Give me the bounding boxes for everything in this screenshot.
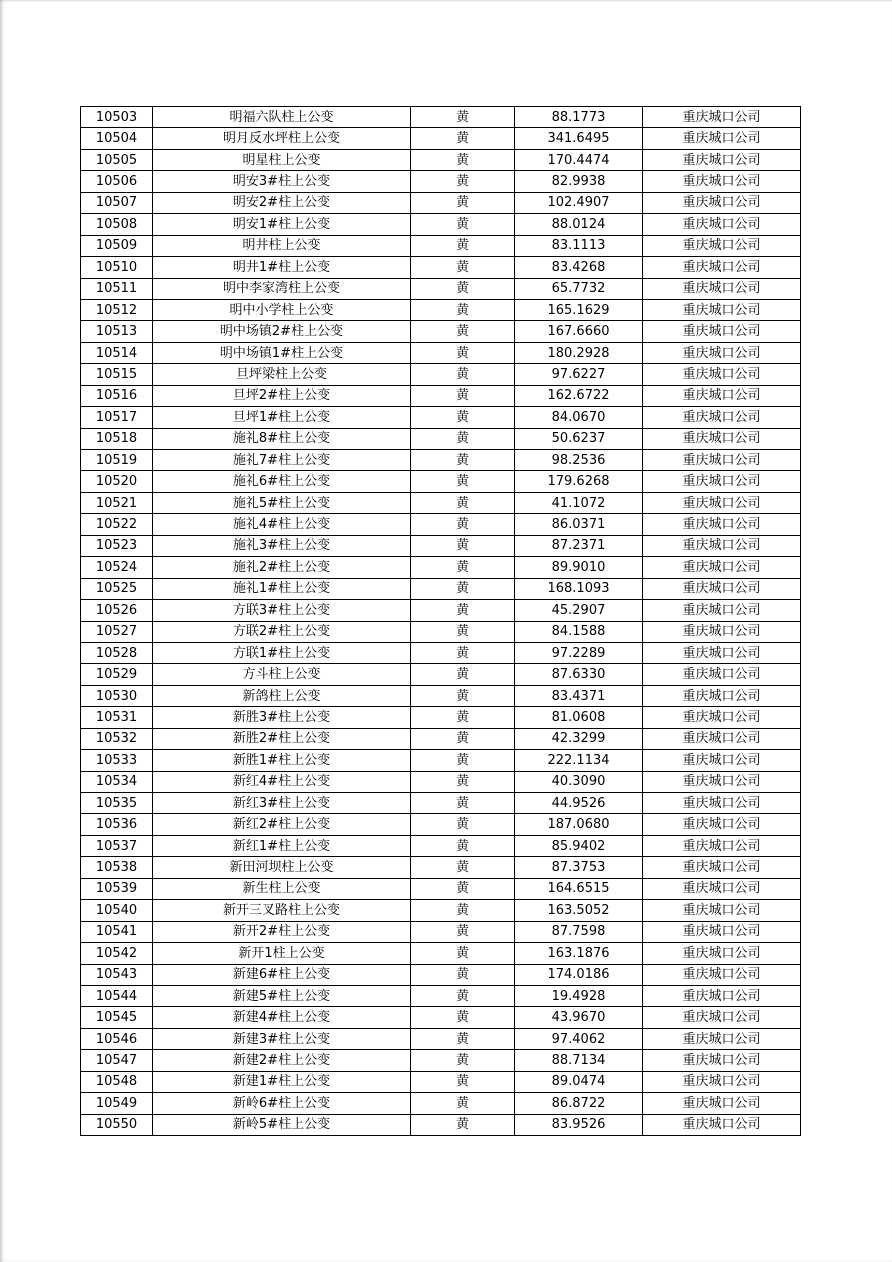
table-cell-company: 重庆城口公司 [643, 342, 801, 363]
table-cell-color: 黄 [411, 1071, 515, 1092]
table-cell-value: 43.9670 [515, 1007, 643, 1028]
table-row [81, 128, 801, 149]
table-cell-color: 黄 [411, 771, 515, 792]
table-cell-id: 10550 [81, 1114, 153, 1135]
table-cell-value: 86.8722 [515, 1093, 643, 1114]
table-cell-id: 10514 [81, 342, 153, 363]
table-cell-company: 重庆城口公司 [643, 128, 801, 149]
table-cell-name: 施礼2#柱上公变 [153, 557, 411, 578]
table-cell-color: 黄 [411, 278, 515, 299]
table-cell-name: 施礼6#柱上公变 [153, 471, 411, 492]
table-row [81, 257, 801, 278]
table-cell-company: 重庆城口公司 [643, 621, 801, 642]
table-cell-value: 89.0474 [515, 1071, 643, 1092]
table-cell-id: 10541 [81, 921, 153, 942]
table-cell-id: 10548 [81, 1071, 153, 1092]
table-row [81, 428, 801, 449]
table-cell-value: 44.9526 [515, 793, 643, 814]
table-cell-value: 89.9010 [515, 557, 643, 578]
table-cell-name: 新岭5#柱上公变 [153, 1114, 411, 1135]
table-cell-company: 重庆城口公司 [643, 278, 801, 299]
table-cell-id: 10529 [81, 664, 153, 685]
table-row [81, 364, 801, 385]
table-cell-value: 174.0186 [515, 964, 643, 985]
table-cell-value: 45.2907 [515, 600, 643, 621]
table-cell-color: 黄 [411, 321, 515, 342]
table-cell-color: 黄 [411, 471, 515, 492]
table-cell-company: 重庆城口公司 [643, 814, 801, 835]
table-cell-color: 黄 [411, 985, 515, 1006]
table-row [81, 814, 801, 835]
table-cell-value: 167.6660 [515, 321, 643, 342]
table-cell-name: 新建5#柱上公变 [153, 985, 411, 1006]
table-cell-name: 新胜1#柱上公变 [153, 750, 411, 771]
table-row [81, 192, 801, 213]
data-table [80, 106, 801, 1136]
table-cell-name: 新生柱上公变 [153, 878, 411, 899]
table-cell-value: 83.4268 [515, 257, 643, 278]
table-row [81, 1114, 801, 1135]
table-cell-value: 83.1113 [515, 235, 643, 256]
table-cell-value: 19.4928 [515, 985, 643, 1006]
table-cell-color: 黄 [411, 1093, 515, 1114]
table-cell-company: 重庆城口公司 [643, 364, 801, 385]
table-cell-name: 施礼1#柱上公变 [153, 578, 411, 599]
table-cell-name: 新建4#柱上公变 [153, 1007, 411, 1028]
table-cell-id: 10504 [81, 128, 153, 149]
table-cell-id: 10528 [81, 642, 153, 663]
table-row [81, 621, 801, 642]
table-cell-id: 10536 [81, 814, 153, 835]
table-cell-company: 重庆城口公司 [643, 385, 801, 406]
table-cell-name: 明福六队柱上公变 [153, 107, 411, 128]
table-cell-name: 新红1#柱上公变 [153, 835, 411, 856]
table-row [81, 857, 801, 878]
table-cell-name: 明安1#柱上公变 [153, 214, 411, 235]
table-cell-company: 重庆城口公司 [643, 793, 801, 814]
table-cell-color: 黄 [411, 642, 515, 663]
table-row [81, 642, 801, 663]
table-row [81, 900, 801, 921]
table-cell-company: 重庆城口公司 [643, 600, 801, 621]
table-cell-company: 重庆城口公司 [643, 1114, 801, 1135]
table-cell-name: 施礼4#柱上公变 [153, 514, 411, 535]
table-cell-name: 新胜2#柱上公变 [153, 728, 411, 749]
table-cell-value: 98.2536 [515, 450, 643, 471]
table-row [81, 1071, 801, 1092]
table-row [81, 835, 801, 856]
table-cell-name: 明安2#柱上公变 [153, 192, 411, 213]
table-cell-name: 明星柱上公变 [153, 149, 411, 170]
table-cell-value: 87.2371 [515, 535, 643, 556]
table-cell-name: 新建2#柱上公变 [153, 1050, 411, 1071]
table-cell-name: 方斗柱上公变 [153, 664, 411, 685]
table-cell-color: 黄 [411, 492, 515, 513]
table-cell-id: 10535 [81, 793, 153, 814]
table-cell-name: 旦坪1#柱上公变 [153, 407, 411, 428]
table-row [81, 707, 801, 728]
table-cell-color: 黄 [411, 257, 515, 278]
table-cell-color: 黄 [411, 600, 515, 621]
table-body [81, 107, 801, 1136]
table-cell-color: 黄 [411, 128, 515, 149]
table-cell-color: 黄 [411, 299, 515, 320]
table-cell-value: 86.0371 [515, 514, 643, 535]
table-cell-id: 10520 [81, 471, 153, 492]
table-cell-color: 黄 [411, 214, 515, 235]
table-cell-id: 10530 [81, 685, 153, 706]
table-cell-id: 10517 [81, 407, 153, 428]
table-cell-name: 明井柱上公变 [153, 235, 411, 256]
table-cell-company: 重庆城口公司 [643, 471, 801, 492]
table-cell-name: 新鸽柱上公变 [153, 685, 411, 706]
table-cell-name: 旦坪2#柱上公变 [153, 385, 411, 406]
table-cell-id: 10524 [81, 557, 153, 578]
table-cell-company: 重庆城口公司 [643, 407, 801, 428]
table-cell-name: 明月反水坪柱上公变 [153, 128, 411, 149]
table-cell-value: 180.2928 [515, 342, 643, 363]
table-cell-value: 97.4062 [515, 1028, 643, 1049]
table-cell-name: 新胜3#柱上公变 [153, 707, 411, 728]
table-cell-name: 新红4#柱上公变 [153, 771, 411, 792]
table-row [81, 1093, 801, 1114]
table-cell-value: 187.0680 [515, 814, 643, 835]
table-cell-id: 10518 [81, 428, 153, 449]
table-cell-id: 10508 [81, 214, 153, 235]
table-row [81, 578, 801, 599]
table-cell-id: 10506 [81, 171, 153, 192]
table-cell-name: 明中小学柱上公变 [153, 299, 411, 320]
table-row [81, 471, 801, 492]
table-cell-company: 重庆城口公司 [643, 214, 801, 235]
table-cell-color: 黄 [411, 814, 515, 835]
table-cell-color: 黄 [411, 192, 515, 213]
table-cell-value: 163.5052 [515, 900, 643, 921]
table-cell-company: 重庆城口公司 [643, 557, 801, 578]
table-cell-name: 新岭6#柱上公变 [153, 1093, 411, 1114]
table-cell-value: 164.6515 [515, 878, 643, 899]
table-cell-id: 10549 [81, 1093, 153, 1114]
table-row [81, 793, 801, 814]
table-cell-company: 重庆城口公司 [643, 900, 801, 921]
table-cell-company: 重庆城口公司 [643, 235, 801, 256]
table-cell-color: 黄 [411, 793, 515, 814]
table-cell-value: 170.4474 [515, 149, 643, 170]
table-cell-value: 81.0608 [515, 707, 643, 728]
table-cell-company: 重庆城口公司 [643, 664, 801, 685]
table-row [81, 107, 801, 128]
table-cell-company: 重庆城口公司 [643, 321, 801, 342]
table-cell-value: 83.9526 [515, 1114, 643, 1135]
table-row [81, 149, 801, 170]
table-cell-value: 162.6722 [515, 385, 643, 406]
table-cell-company: 重庆城口公司 [643, 771, 801, 792]
table-cell-company: 重庆城口公司 [643, 878, 801, 899]
table-cell-name: 明中场镇2#柱上公变 [153, 321, 411, 342]
table-cell-name: 方联3#柱上公变 [153, 600, 411, 621]
table-row [81, 771, 801, 792]
table-row [81, 600, 801, 621]
table-row [81, 535, 801, 556]
table-cell-company: 重庆城口公司 [643, 1093, 801, 1114]
table-cell-id: 10525 [81, 578, 153, 599]
table-row [81, 385, 801, 406]
table-row [81, 214, 801, 235]
table-cell-color: 黄 [411, 514, 515, 535]
table-cell-color: 黄 [411, 407, 515, 428]
table-cell-color: 黄 [411, 857, 515, 878]
table-cell-name: 方联2#柱上公变 [153, 621, 411, 642]
table-cell-id: 10521 [81, 492, 153, 513]
table-cell-color: 黄 [411, 385, 515, 406]
table-cell-value: 87.7598 [515, 921, 643, 942]
table-cell-color: 黄 [411, 878, 515, 899]
table-row [81, 342, 801, 363]
table-cell-color: 黄 [411, 428, 515, 449]
table-cell-value: 163.1876 [515, 943, 643, 964]
table-cell-company: 重庆城口公司 [643, 192, 801, 213]
table-cell-name: 新建1#柱上公变 [153, 1071, 411, 1092]
table-cell-name: 新建6#柱上公变 [153, 964, 411, 985]
table-row [81, 985, 801, 1006]
table-cell-name: 新红2#柱上公变 [153, 814, 411, 835]
table-row [81, 299, 801, 320]
table-row [81, 235, 801, 256]
table-cell-company: 重庆城口公司 [643, 428, 801, 449]
table-cell-id: 10510 [81, 257, 153, 278]
table-cell-color: 黄 [411, 342, 515, 363]
table-cell-value: 87.6330 [515, 664, 643, 685]
table-cell-id: 10539 [81, 878, 153, 899]
table-row [81, 171, 801, 192]
table-cell-id: 10543 [81, 964, 153, 985]
table-cell-company: 重庆城口公司 [643, 857, 801, 878]
table-cell-value: 97.6227 [515, 364, 643, 385]
table-cell-id: 10547 [81, 1050, 153, 1071]
table-row [81, 1007, 801, 1028]
table-cell-company: 重庆城口公司 [643, 750, 801, 771]
table-cell-id: 10513 [81, 321, 153, 342]
table-cell-id: 10527 [81, 621, 153, 642]
table-cell-value: 102.4907 [515, 192, 643, 213]
table-cell-color: 黄 [411, 707, 515, 728]
table-cell-color: 黄 [411, 235, 515, 256]
table-cell-id: 10503 [81, 107, 153, 128]
table-cell-value: 88.0124 [515, 214, 643, 235]
table-cell-company: 重庆城口公司 [643, 642, 801, 663]
table-cell-color: 黄 [411, 557, 515, 578]
table-cell-color: 黄 [411, 728, 515, 749]
table-cell-value: 84.1588 [515, 621, 643, 642]
table-cell-name: 明中李家湾柱上公变 [153, 278, 411, 299]
table-cell-color: 黄 [411, 921, 515, 942]
table-cell-value: 84.0670 [515, 407, 643, 428]
table-cell-value: 168.1093 [515, 578, 643, 599]
table-cell-name: 明中场镇1#柱上公变 [153, 342, 411, 363]
table-cell-id: 10537 [81, 835, 153, 856]
table-cell-value: 85.9402 [515, 835, 643, 856]
table-cell-color: 黄 [411, 535, 515, 556]
table-cell-name: 方联1#柱上公变 [153, 642, 411, 663]
table-cell-color: 黄 [411, 943, 515, 964]
table-cell-name: 施礼8#柱上公变 [153, 428, 411, 449]
table-row [81, 878, 801, 899]
table-cell-value: 97.2289 [515, 642, 643, 663]
table-cell-company: 重庆城口公司 [643, 685, 801, 706]
table-row [81, 557, 801, 578]
table-cell-color: 黄 [411, 364, 515, 385]
table-cell-value: 165.1629 [515, 299, 643, 320]
table-cell-name: 新开1柱上公变 [153, 943, 411, 964]
table-cell-company: 重庆城口公司 [643, 450, 801, 471]
table-cell-value: 65.7732 [515, 278, 643, 299]
table-cell-color: 黄 [411, 900, 515, 921]
table-cell-value: 87.3753 [515, 857, 643, 878]
table-row [81, 407, 801, 428]
table-cell-id: 10538 [81, 857, 153, 878]
table-cell-id: 10533 [81, 750, 153, 771]
table-cell-color: 黄 [411, 149, 515, 170]
table-cell-company: 重庆城口公司 [643, 835, 801, 856]
table-row [81, 750, 801, 771]
table-cell-id: 10515 [81, 364, 153, 385]
table-cell-id: 10511 [81, 278, 153, 299]
table-cell-color: 黄 [411, 964, 515, 985]
table-cell-name: 明安3#柱上公变 [153, 171, 411, 192]
table-cell-id: 10544 [81, 985, 153, 1006]
table-cell-value: 50.6237 [515, 428, 643, 449]
table-cell-company: 重庆城口公司 [643, 492, 801, 513]
table-row [81, 321, 801, 342]
table-cell-name: 新开2#柱上公变 [153, 921, 411, 942]
table-cell-value: 88.7134 [515, 1050, 643, 1071]
table-cell-company: 重庆城口公司 [643, 964, 801, 985]
table-cell-name: 新开三叉路柱上公变 [153, 900, 411, 921]
table-cell-id: 10540 [81, 900, 153, 921]
table-cell-name: 明井1#柱上公变 [153, 257, 411, 278]
table-cell-company: 重庆城口公司 [643, 707, 801, 728]
table-cell-company: 重庆城口公司 [643, 1028, 801, 1049]
table-cell-name: 新田河坝柱上公变 [153, 857, 411, 878]
table-cell-company: 重庆城口公司 [643, 257, 801, 278]
table-cell-company: 重庆城口公司 [643, 921, 801, 942]
table-cell-color: 黄 [411, 578, 515, 599]
table-cell-color: 黄 [411, 750, 515, 771]
table-cell-color: 黄 [411, 685, 515, 706]
table-cell-color: 黄 [411, 621, 515, 642]
table-cell-value: 40.3090 [515, 771, 643, 792]
table-row [81, 685, 801, 706]
table-cell-company: 重庆城口公司 [643, 1007, 801, 1028]
table-cell-company: 重庆城口公司 [643, 299, 801, 320]
table-cell-name: 新红3#柱上公变 [153, 793, 411, 814]
table-cell-color: 黄 [411, 1007, 515, 1028]
table-cell-value: 341.6495 [515, 128, 643, 149]
table-cell-id: 10546 [81, 1028, 153, 1049]
table-cell-color: 黄 [411, 171, 515, 192]
table-cell-color: 黄 [411, 107, 515, 128]
table-row [81, 514, 801, 535]
table-cell-color: 黄 [411, 1050, 515, 1071]
table-cell-id: 10516 [81, 385, 153, 406]
table-cell-company: 重庆城口公司 [643, 943, 801, 964]
table-cell-color: 黄 [411, 664, 515, 685]
table-cell-company: 重庆城口公司 [643, 149, 801, 170]
table-cell-id: 10519 [81, 450, 153, 471]
table-cell-id: 10534 [81, 771, 153, 792]
table-cell-company: 重庆城口公司 [643, 535, 801, 556]
table-cell-value: 83.4371 [515, 685, 643, 706]
table-cell-company: 重庆城口公司 [643, 107, 801, 128]
table-cell-id: 10531 [81, 707, 153, 728]
table-row [81, 278, 801, 299]
table-cell-id: 10522 [81, 514, 153, 535]
table-cell-company: 重庆城口公司 [643, 514, 801, 535]
table-cell-color: 黄 [411, 1028, 515, 1049]
table-cell-value: 41.1072 [515, 492, 643, 513]
table-cell-company: 重庆城口公司 [643, 985, 801, 1006]
table-cell-name: 施礼5#柱上公变 [153, 492, 411, 513]
table-row [81, 1050, 801, 1071]
table-cell-company: 重庆城口公司 [643, 578, 801, 599]
table-cell-name: 施礼3#柱上公变 [153, 535, 411, 556]
table-cell-id: 10509 [81, 235, 153, 256]
table-row [81, 1028, 801, 1049]
table-cell-id: 10545 [81, 1007, 153, 1028]
table-row [81, 943, 801, 964]
table-row [81, 964, 801, 985]
table-cell-name: 旦坪梁柱上公变 [153, 364, 411, 385]
table-row [81, 492, 801, 513]
table-cell-id: 10512 [81, 299, 153, 320]
table-row [81, 921, 801, 942]
table-cell-id: 10507 [81, 192, 153, 213]
table-cell-id: 10542 [81, 943, 153, 964]
table-cell-id: 10532 [81, 728, 153, 749]
table-cell-id: 10523 [81, 535, 153, 556]
table-row [81, 664, 801, 685]
table-cell-value: 82.9938 [515, 171, 643, 192]
table-cell-color: 黄 [411, 835, 515, 856]
table-cell-id: 10505 [81, 149, 153, 170]
table-cell-color: 黄 [411, 1114, 515, 1135]
table-cell-company: 重庆城口公司 [643, 171, 801, 192]
table-cell-company: 重庆城口公司 [643, 1050, 801, 1071]
table-cell-name: 施礼7#柱上公变 [153, 450, 411, 471]
table-row [81, 728, 801, 749]
table-row [81, 450, 801, 471]
table-cell-value: 222.1134 [515, 750, 643, 771]
table-cell-company: 重庆城口公司 [643, 1071, 801, 1092]
table-cell-company: 重庆城口公司 [643, 728, 801, 749]
table-cell-value: 42.3299 [515, 728, 643, 749]
table-cell-name: 新建3#柱上公变 [153, 1028, 411, 1049]
table-cell-value: 88.1773 [515, 107, 643, 128]
table-cell-id: 10526 [81, 600, 153, 621]
table-cell-value: 179.6268 [515, 471, 643, 492]
table-cell-color: 黄 [411, 450, 515, 471]
